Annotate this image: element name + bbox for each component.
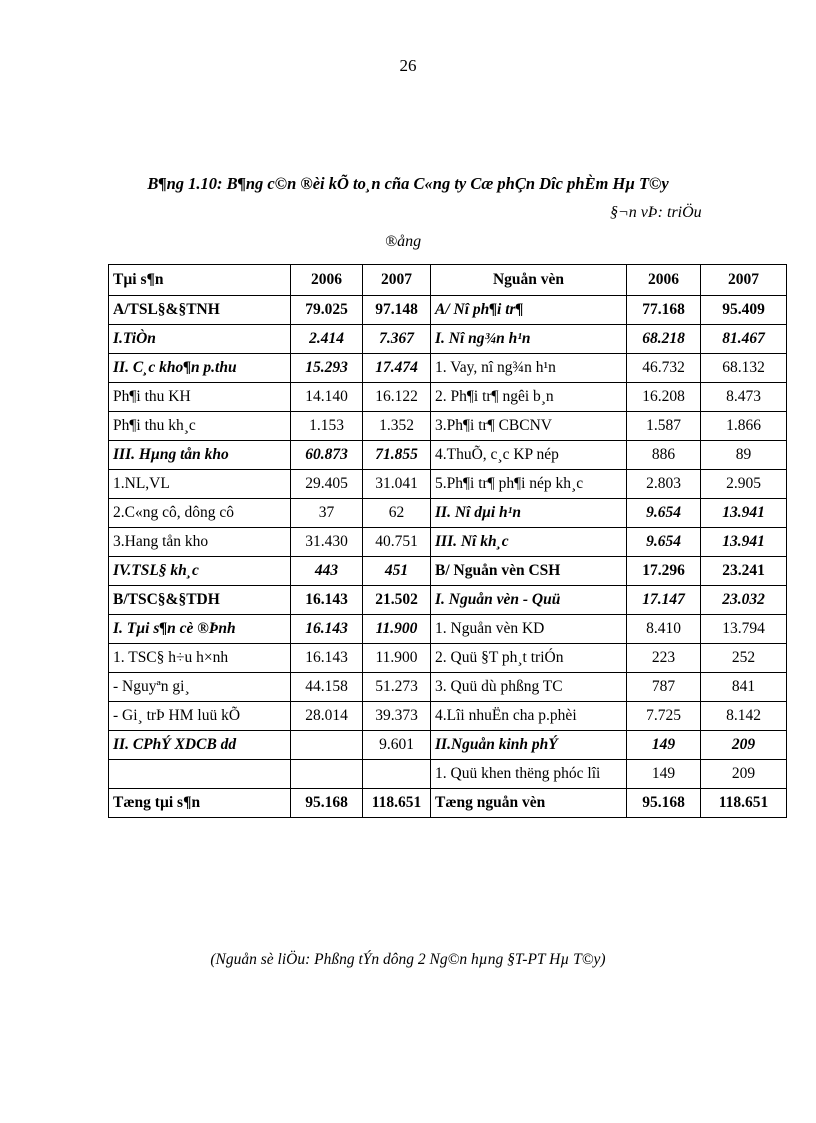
table-row	[109, 702, 787, 731]
asset-2006: 31.430	[291, 528, 363, 557]
source-label: B/ Nguån vèn CSH	[431, 557, 627, 586]
asset-label: B/TSC§&§TDH	[109, 586, 291, 615]
asset-2007: 7.367	[363, 325, 431, 354]
asset-2007: 31.041	[363, 470, 431, 499]
asset-2006: 16.143	[291, 586, 363, 615]
header-sources: Nguån vèn	[431, 265, 627, 296]
asset-label: I.TiÒn	[109, 325, 291, 354]
table-title: B¶ng 1.10: B¶ng c©n ®èi kÕ to¸n cña C«ng ty Cæ phÇn Dîc phÈm Hµ T©y	[147, 174, 669, 193]
asset-label: 1.NL,VL	[109, 470, 291, 499]
asset-2006: 14.140	[291, 383, 363, 412]
table-row	[109, 731, 787, 760]
asset-2006: 29.405	[291, 470, 363, 499]
source-2007: 8.142	[701, 702, 787, 731]
source-2007: 841	[701, 673, 787, 702]
source-label: I. Nî ng¾n h¹n	[431, 325, 627, 354]
source-2006: 886	[627, 441, 701, 470]
asset-2007: 9.601	[363, 731, 431, 760]
table-row	[109, 412, 787, 441]
asset-2007: 51.273	[363, 673, 431, 702]
asset-label: 2.C«ng cô, dông cô	[109, 499, 291, 528]
asset-label: Ph¶i thu KH	[109, 383, 291, 412]
table-row	[109, 383, 787, 412]
asset-2006: 16.143	[291, 615, 363, 644]
source-2006: 223	[627, 644, 701, 673]
source-2007: 2.905	[701, 470, 787, 499]
source-label: A/ Nî ph¶i tr¶	[431, 296, 627, 325]
asset-2007	[363, 760, 431, 789]
table-row	[109, 499, 787, 528]
asset-2006	[291, 760, 363, 789]
header-assets-2006: 2006	[291, 265, 363, 296]
source-2007: 81.467	[701, 325, 787, 354]
source-2007: 13.794	[701, 615, 787, 644]
table-row	[109, 470, 787, 499]
source-2007: 68.132	[701, 354, 787, 383]
asset-2007: 62	[363, 499, 431, 528]
asset-label: II. CPhÝ XDCB dd	[109, 731, 291, 760]
asset-label: Tæng tµi s¶n	[109, 789, 291, 818]
source-2007: 209	[701, 760, 787, 789]
asset-2006: 15.293	[291, 354, 363, 383]
asset-2006: 44.158	[291, 673, 363, 702]
source-label: 2. Quü §T ph¸t triÓn	[431, 644, 627, 673]
source-2006: 8.410	[627, 615, 701, 644]
source-2006: 95.168	[627, 789, 701, 818]
asset-label: - Gi¸ trÞ HM luü kÕ	[109, 702, 291, 731]
header-sources-2006: 2006	[627, 265, 701, 296]
source-2006: 9.654	[627, 528, 701, 557]
asset-2007: 16.122	[363, 383, 431, 412]
source-2006: 2.803	[627, 470, 701, 499]
source-label: 3. Quü dù phßng TC	[431, 673, 627, 702]
asset-label: I. Tµi s¶n cè ®Þnh	[109, 615, 291, 644]
source-label: III. Nî kh¸c	[431, 528, 627, 557]
source-2006: 7.725	[627, 702, 701, 731]
asset-2006: 60.873	[291, 441, 363, 470]
asset-2007: 71.855	[363, 441, 431, 470]
asset-2007: 97.148	[363, 296, 431, 325]
source-2006: 77.168	[627, 296, 701, 325]
table-total-row	[109, 789, 787, 818]
table-row	[109, 325, 787, 354]
asset-2006: 2.414	[291, 325, 363, 354]
table-header-row	[109, 265, 787, 296]
source-2007: 209	[701, 731, 787, 760]
source-label: 5.Ph¶i tr¶ ph¶i nép kh¸c	[431, 470, 627, 499]
unit-label: §¬n vÞ: triÖu	[610, 204, 702, 221]
source-label: I. Nguån vèn - Quü	[431, 586, 627, 615]
header-sources-2007: 2007	[701, 265, 787, 296]
source-2006: 17.296	[627, 557, 701, 586]
asset-2006: 443	[291, 557, 363, 586]
source-2007: 95.409	[701, 296, 787, 325]
asset-label: Ph¶i thu kh¸c	[109, 412, 291, 441]
asset-label: IV.TSL§ kh¸c	[109, 557, 291, 586]
source-2006: 9.654	[627, 499, 701, 528]
source-2006: 787	[627, 673, 701, 702]
table-row	[109, 441, 787, 470]
table-row	[109, 615, 787, 644]
asset-2006: 37	[291, 499, 363, 528]
table-row	[109, 528, 787, 557]
asset-2007: 11.900	[363, 615, 431, 644]
source-label: 1. Quü khen thëng phóc lîi	[431, 760, 627, 789]
source-2006: 149	[627, 731, 701, 760]
asset-2006: 28.014	[291, 702, 363, 731]
asset-2007: 21.502	[363, 586, 431, 615]
asset-2006: 95.168	[291, 789, 363, 818]
header-assets-2007: 2007	[363, 265, 431, 296]
page-number: 26	[399, 56, 417, 75]
source-2006: 149	[627, 760, 701, 789]
source-note: (Nguån sè liÖu: Phßng tÝn dông 2 Ng©n hµng §T-PT Hµ T©y)	[210, 951, 606, 968]
asset-2007: 17.474	[363, 354, 431, 383]
source-2007: 23.241	[701, 557, 787, 586]
asset-label: 3.Hang tån kho	[109, 528, 291, 557]
source-label: 1. Vay, nî ng¾n h¹n	[431, 354, 627, 383]
source-2006: 46.732	[627, 354, 701, 383]
source-label: 4.ThuÕ, c¸c KP nép	[431, 441, 627, 470]
balance-sheet-table	[108, 264, 787, 818]
asset-label: 1. TSC§ h÷u h×nh	[109, 644, 291, 673]
asset-2007: 39.373	[363, 702, 431, 731]
asset-2007: 11.900	[363, 644, 431, 673]
asset-2006	[291, 731, 363, 760]
source-2007: 13.941	[701, 528, 787, 557]
asset-2007: 118.651	[363, 789, 431, 818]
source-2007: 23.032	[701, 586, 787, 615]
asset-2007: 40.751	[363, 528, 431, 557]
source-2006: 1.587	[627, 412, 701, 441]
source-2006: 17.147	[627, 586, 701, 615]
source-2006: 16.208	[627, 383, 701, 412]
source-2007: 252	[701, 644, 787, 673]
source-2007: 118.651	[701, 789, 787, 818]
source-2006: 68.218	[627, 325, 701, 354]
source-label: 1. Nguån vèn KD	[431, 615, 627, 644]
asset-label: A/TSL§&§TNH	[109, 296, 291, 325]
table-row	[109, 586, 787, 615]
asset-label: - Nguyªn gi¸	[109, 673, 291, 702]
table-row	[109, 557, 787, 586]
source-label: 3.Ph¶i tr¶ CBCNV	[431, 412, 627, 441]
header-assets: Tµi s¶n	[109, 265, 291, 296]
source-label: Tæng nguån vèn	[431, 789, 627, 818]
asset-label: III. Hµng tån kho	[109, 441, 291, 470]
source-2007: 13.941	[701, 499, 787, 528]
source-label: 2. Ph¶i tr¶ ngêi b¸n	[431, 383, 627, 412]
source-2007: 89	[701, 441, 787, 470]
asset-2007: 1.352	[363, 412, 431, 441]
asset-2006: 79.025	[291, 296, 363, 325]
source-label: 4.Lîi nhuËn cha p.phèi	[431, 702, 627, 731]
table-row	[109, 760, 787, 789]
unit-label-continued: ®ång	[385, 233, 422, 250]
asset-2007: 451	[363, 557, 431, 586]
source-2007: 1.866	[701, 412, 787, 441]
table-row	[109, 673, 787, 702]
asset-label: II. C¸c kho¶n p.thu	[109, 354, 291, 383]
asset-2006: 16.143	[291, 644, 363, 673]
table-row	[109, 296, 787, 325]
asset-label	[109, 760, 291, 789]
source-label: II. Nî dµi h¹n	[431, 499, 627, 528]
table-row	[109, 644, 787, 673]
table-row	[109, 354, 787, 383]
asset-2006: 1.153	[291, 412, 363, 441]
source-label: II.Nguån kinh phÝ	[431, 731, 627, 760]
source-2007: 8.473	[701, 383, 787, 412]
